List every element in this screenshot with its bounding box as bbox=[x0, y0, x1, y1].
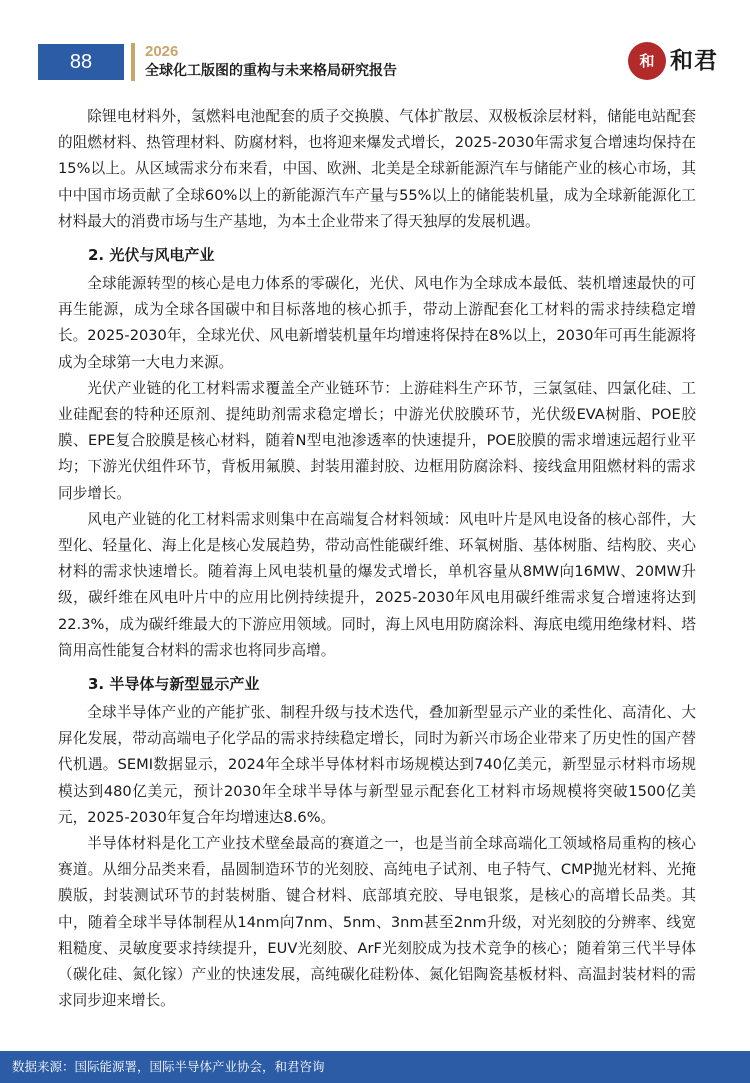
paragraph: 全球半导体产业的产能扩张、制程升级与技术迭代，叠加新型显示产业的柔性化、高清化、大屏化发展，带动高端电子化学品的需求持续稳定增长，同时为新兴市场企业带来了历史性的国产替代机遇。SEMI数据显示，2024年全球半导体材料市场规模达到740亿美元，新型显示材料市场规模达到480亿美元，预计2030年全球半导体与新型显示配套化工材料市场规模将突破1500亿美元，2025-2030年复合年均增速达8.6%。 bbox=[58, 704, 696, 826]
section-heading-semiconductor: 3. 半导体与新型显示产业 bbox=[88, 675, 260, 694]
paragraph: 半导体材料是化工产业技术壁垒最高的赛道之一，也是当前全球高端化工领域格局重构的核心赛道。从细分品类来看，晶圆制造环节的光刻胶、高纯电子试剂、电子特气、CMP抛光材料、光掩膜版，封装测试环节的封装树脂、键合材料、底部填充胶、导电银浆，是核心的高增长品类。其中，随着全球半导体制程从14nm向7nm、5nm、3nm甚至2nm升级，对光刻胶的分辨率、线宽粗糙度、灵敏度要求持续提升，EUV光刻胶、ArF光刻胶成为技术竞争的核心；随着第三代半导体（碳化硅、氮化镓）产业的快速发展，高纯碳化硅粉体、氮化铝陶瓷基板材料、高温封装材料的需求同步迎来增长。 bbox=[58, 835, 696, 1010]
paragraph: 光伏产业链的化工材料需求覆盖全产业链环节：上游硅料生产环节，三氯氢硅、四氯化硅、工业硅配套的特种还原剂、提纯助剂需求稳定增长；中游光伏胶膜环节，光伏级EVA树脂、POE胶膜、EPE复合胶膜是核心材料，随着N型电池渗透率的快速提升，POE胶膜的需求增速远超行业平均；下游光伏组件环节，背板用氟膜、封装用灌封胶、边框用防腐涂料、接线盒用阻燃材料的需求同步增长。 bbox=[58, 379, 696, 502]
paragraph: 除锂电材料外，氢燃料电池配套的质子交换膜、气体扩散层、双极板涂层材料，储能电站配套的阻燃材料、热管理材料、防腐材料，也将迎来爆发式增长，2025-2030年需求复合增速均保持在15%以上。从区域需求分布来看，中国、欧洲、北美是全球新能源汽车与储能产业的核心市场，其中中国市场贡献了全球60%以上的新能源汽车产量与55%以上的储能装机量，成为全球新能源化工材料最大的消费市场与生产基地，为本土企业带来了得天独厚的发展机遇。 bbox=[58, 108, 696, 230]
brand-logo bbox=[628, 42, 728, 82]
paragraph: 风电产业链的化工材料需求则集中在高端复合材料领域：风电叶片是风电设备的核心部件，大型化、轻量化、海上化是核心发展趋势，带动高性能碳纤维、环氧树脂、基体树脂、结构胶、夹心材料的需求快速增长。随着海上风电装机量的爆发式增长，单机容量从8MW向16MW、20MW升级，碳纤维在风电叶片中的应用比例持续提升，2025-2030年风电用碳纤维需求复合增速将达到22.3%，成为碳纤维最大的下游应用领域。同时，海上风电用防腐涂料、海底电缆用绝缘材料、塔筒用高性能复合材料的需求也将同步高增。 bbox=[58, 510, 696, 659]
header-year: 2026 bbox=[145, 43, 179, 60]
logo-text: 和君 bbox=[670, 48, 718, 74]
logo-seal-icon: 和 bbox=[628, 42, 666, 80]
data-source: 数据来源：国际能源署，国际半导体产业协会，和君咨询 bbox=[12, 1059, 325, 1074]
page-number: 88 bbox=[38, 44, 124, 80]
report-body bbox=[58, 104, 696, 1015]
paragraph: 全球能源转型的核心是电力体系的零碳化，光伏、风电作为全球成本最低、装机增速最快的可再生能源，成为全球各国碳中和目标落地的核心抓手，带动上游配套化工材料的需求持续稳定增长。2025-2030年，全球光伏、风电新增装机量年均增速将保持在8%以上，2030年可再生能源将成为全球第一大电力来源。 bbox=[58, 275, 696, 371]
section-heading-pv-wind: 2. 光伏与风电产业 bbox=[88, 246, 215, 265]
page-footer bbox=[0, 1051, 750, 1083]
header-divider bbox=[131, 43, 135, 81]
page-header bbox=[0, 0, 750, 90]
report-title: 全球化工版图的重构与未来格局研究报告 bbox=[145, 63, 397, 79]
